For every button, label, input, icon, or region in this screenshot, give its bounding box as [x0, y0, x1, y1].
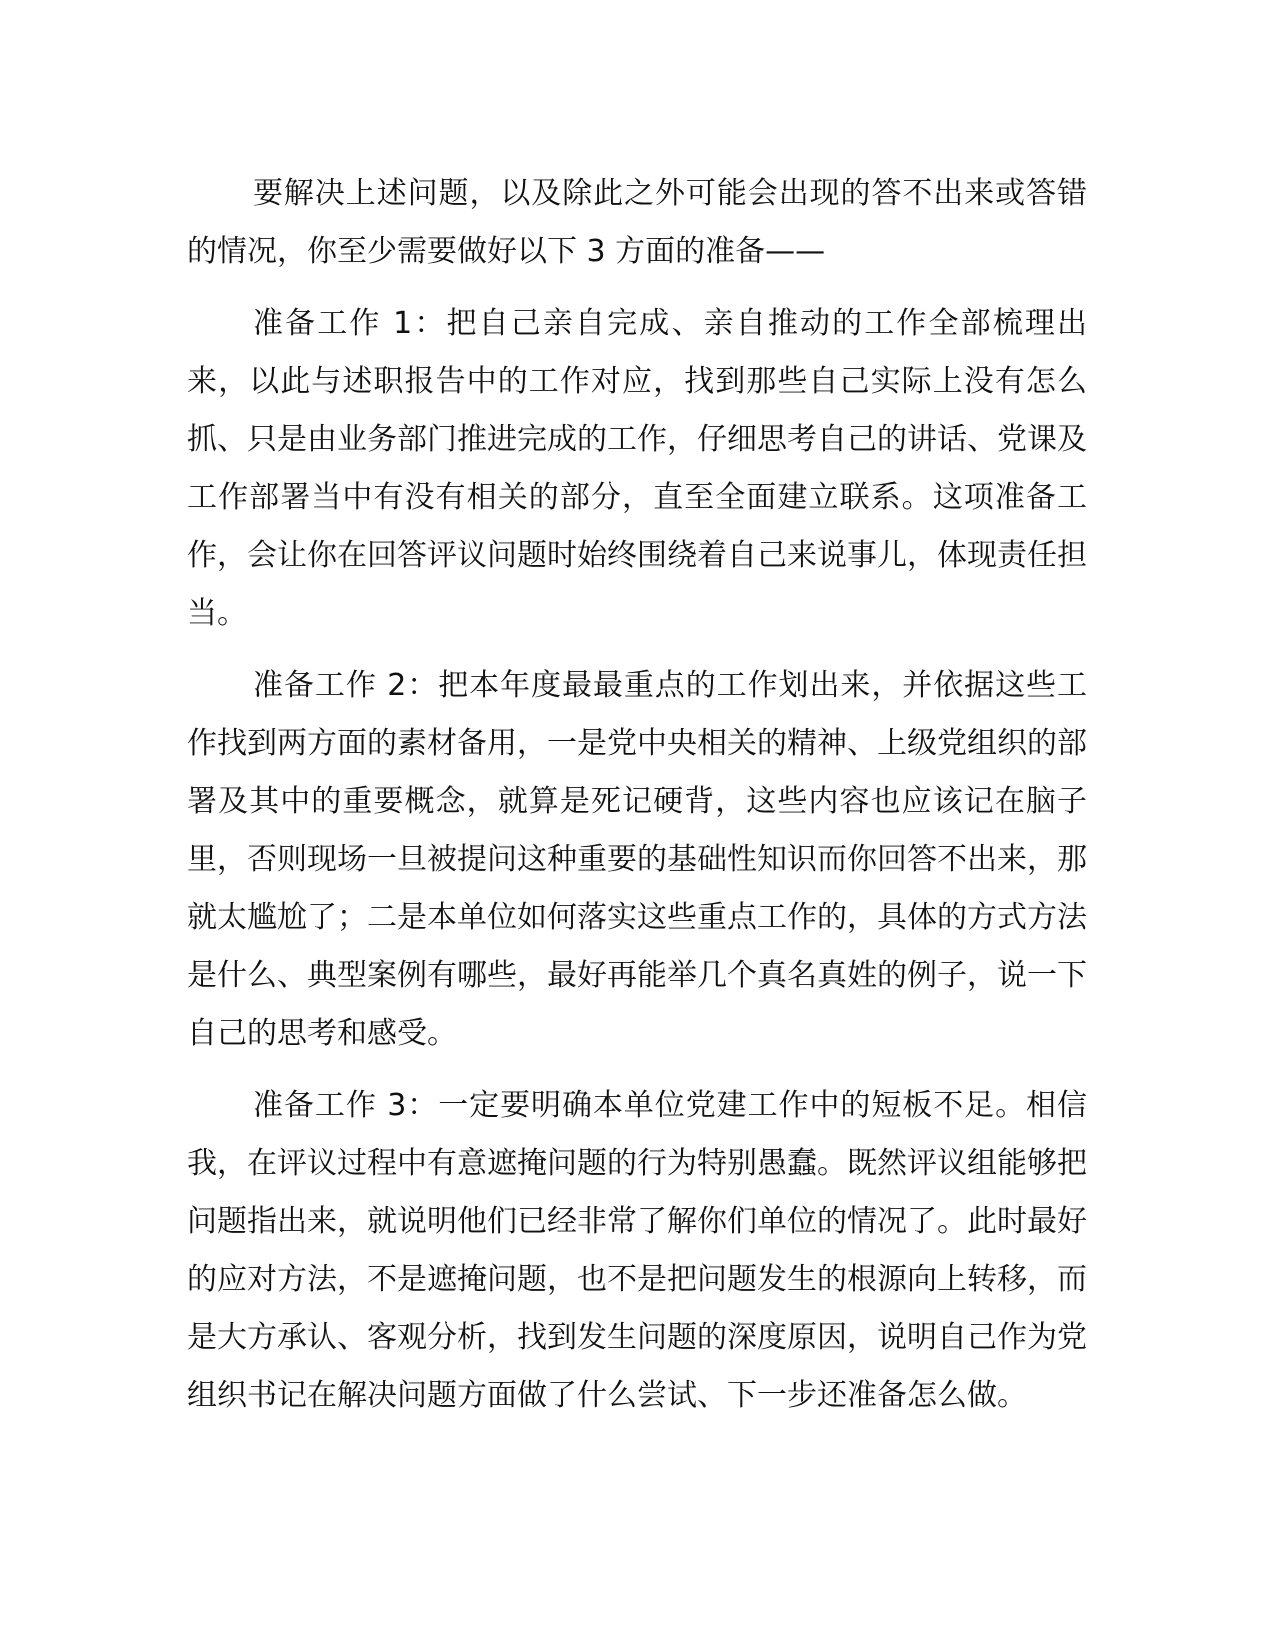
paragraph-preparation-1: 准备工作 1：把自己亲自完成、亲自推动的工作全部梳理出来，以此与述职报告中的工作对应，找到那些自己实际上没有怎么抓、只是由业务部门推进完成的工作，仔细思考自己的讲话、党课及工作部署当中有没有相关的部分，直至全面建立联系。这项准备工作，会让你在回答评议问题时始终围绕着自己来说事儿，体现责任担当。: [187, 306, 1087, 631]
paragraph-intro: 要解决上述问题，以及除此之外可能会出现的答不出来或答错的情况，你至少需要做好以下 3 方面的准备——: [187, 176, 1087, 269]
paragraph-preparation-3: 准备工作 3：一定要明确本单位党建工作中的短板不足。相信我，在评议过程中有意遮掩问题的行为特别愚蠢。既然评议组能够把问题指出来，就说明他们已经非常了解你们单位的情况了。此时最好的应对方法，不是遮掩问题，也不是把问题发生的根源向上转移，而是大方承认、客观分析，找到发生问题的深度原因，说明自己作为党组织书记在解决问题方面做了什么尝试、下一步还准备怎么做。: [187, 1088, 1087, 1413]
paragraph-preparation-2: 准备工作 2：把本年度最最重点的工作划出来，并依据这些工作找到两方面的素材备用，一是党中央相关的精神、上级党组织的部署及其中的重要概念，就算是死记硬背，这些内容也应该记在脑子里，否则现场一旦被提问这种重要的基础性知识而你回答不出来，那就太尴尬了；二是本单位如何落实这些重点工作的，具体的方式方法是什么、典型案例有哪些，最好再能举几个真名真姓的例子，说一下自己的思考和感受。: [187, 668, 1087, 1051]
document-body: [187, 165, 1087, 1439]
